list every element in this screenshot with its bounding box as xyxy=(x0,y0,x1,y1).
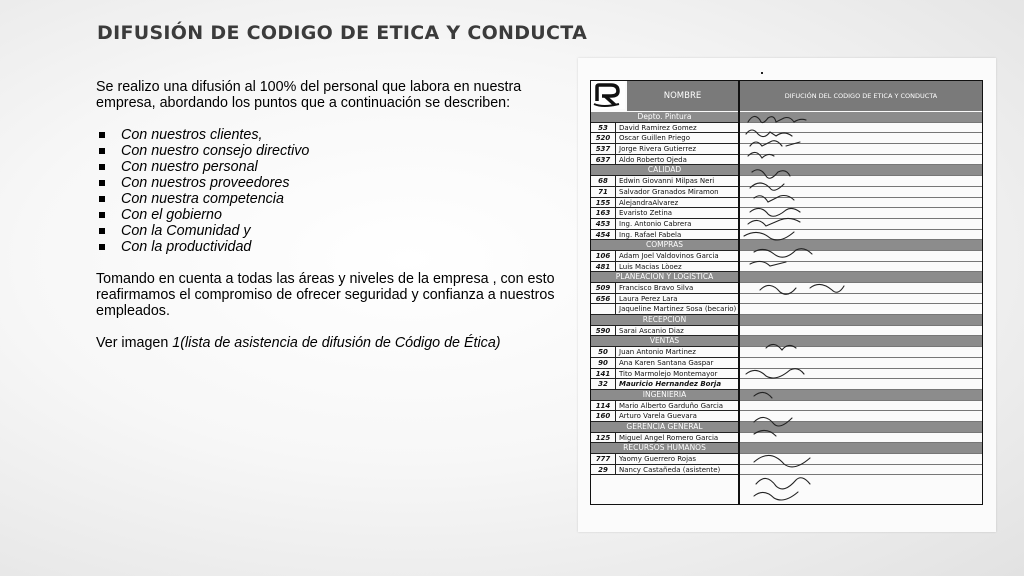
table-row xyxy=(591,326,738,337)
list-item: Con nuestra competencia xyxy=(96,191,566,207)
square-bullet-icon xyxy=(99,228,105,234)
square-bullet-icon xyxy=(99,164,105,170)
handwritten-signature xyxy=(750,141,800,146)
employee-name: Sarai Ascanio Diaz xyxy=(619,326,684,335)
employee-number: 50 xyxy=(591,347,616,357)
section-header: RECEPCION xyxy=(591,315,738,326)
employee-name: Ana Karen Santana Gaspar xyxy=(619,358,714,367)
intro-paragraph: Se realizo una difusión al 100% del personal que labora en nuestra empresa, abordando los puntos que a continuación se describen: xyxy=(96,79,522,111)
employee-number: 590 xyxy=(591,326,616,336)
section-header: INGENIERIA xyxy=(591,390,738,401)
employee-number: 777 xyxy=(591,454,616,464)
handwritten-signature xyxy=(752,170,790,179)
employee-name: Adam Joel Valdovinos Garcia xyxy=(619,251,719,260)
handwritten-signature xyxy=(748,116,806,122)
employee-number: 32 xyxy=(591,379,616,389)
list-item: Con la productividad xyxy=(96,239,566,255)
list-item: Con nuestro consejo directivo xyxy=(96,143,566,159)
handwritten-signature xyxy=(750,208,800,216)
employee-name: Evaristo Zetina xyxy=(619,209,673,218)
table-row xyxy=(591,347,738,358)
table-row xyxy=(591,283,738,294)
table-row xyxy=(591,144,738,155)
table-row xyxy=(591,358,738,369)
employee-name: Francisco Bravo Silva xyxy=(619,284,694,292)
employee-name: Mario Alberto Garduño Garcia xyxy=(619,401,724,410)
employee-number: 537 xyxy=(591,144,616,154)
table-row xyxy=(591,465,738,476)
table-row xyxy=(591,155,738,166)
employee-number: 509 xyxy=(591,283,616,293)
employee-name: Ing. Antonio Cabrera xyxy=(619,219,692,228)
employee-number: 68 xyxy=(591,176,616,186)
handwritten-signature xyxy=(754,392,772,398)
closing-paragraph: Tomando en cuenta a todas las áreas y niveles de la empresa , con esto reafirmamos el compromiso de ofrecer seguridad y confianza a nuestros empleados. xyxy=(96,271,555,319)
table-row xyxy=(591,230,738,241)
list-item: Con el gobierno xyxy=(96,207,566,223)
employee-name: Luis Macias Lòoez xyxy=(619,262,682,271)
handwritten-signature xyxy=(746,369,804,378)
employee-name: Ing. Rafael Fabela xyxy=(619,230,682,239)
handwritten-signature xyxy=(756,478,810,489)
employee-name: AlejandraAlvarez xyxy=(619,198,679,207)
table-row xyxy=(591,433,738,444)
employee-name: Jaqueline Martinez Sosa (becario) xyxy=(619,305,737,314)
table-row xyxy=(591,369,738,380)
table-row xyxy=(591,454,738,465)
table-row xyxy=(591,123,738,134)
signature-column-header: DIFUCIÓN DEL CODIGO DE ETICA Y CONDUCTA xyxy=(740,81,982,111)
handwritten-signature xyxy=(754,417,792,426)
square-bullet-icon xyxy=(99,244,105,250)
square-bullet-icon xyxy=(99,148,105,154)
company-logo-icon xyxy=(591,81,625,109)
square-bullet-icon xyxy=(99,212,105,218)
list-item: Con la Comunidad y xyxy=(96,223,566,239)
employee-name: Edwin Giovanni Milpas Neri xyxy=(619,177,715,186)
employee-number: 29 xyxy=(591,465,616,475)
body-text xyxy=(96,79,566,351)
section-header: RECURSOS HUMANOS xyxy=(591,443,738,454)
employee-number: 637 xyxy=(591,155,616,165)
employee-number: 106 xyxy=(591,251,616,261)
handwritten-signature xyxy=(760,284,844,294)
employee-name: Arturo Varela Guevara xyxy=(619,412,697,421)
handwritten-signature xyxy=(746,130,792,137)
page-title: DIFUSIÓN DE CODIGO DE ETICA Y CONDUCTA xyxy=(97,22,588,44)
employee-number: 160 xyxy=(591,411,616,421)
name-column-header: NOMBRE xyxy=(627,81,738,111)
employee-number: 114 xyxy=(591,401,616,411)
name-rows xyxy=(591,112,738,475)
employee-number: 125 xyxy=(591,433,616,443)
list-item: Con nuestros clientes, xyxy=(96,127,566,143)
employee-name: Aldo Roberto Ojeda xyxy=(619,155,687,164)
employee-number xyxy=(591,304,616,314)
attendance-list-scan xyxy=(578,58,996,532)
handwritten-signature xyxy=(754,249,812,258)
employee-number: 163 xyxy=(591,208,616,218)
table-row xyxy=(591,187,738,198)
employee-name: Nancy Castañeda (asistente) xyxy=(619,465,721,474)
table-row xyxy=(591,304,738,315)
employee-number: 656 xyxy=(591,294,616,304)
image-reference: Ver imagen 1(lista de asistencia de difusión de Código de Ética) xyxy=(96,335,501,351)
employee-name: Salvador Granados Miramon xyxy=(619,187,719,196)
employee-number: 481 xyxy=(591,262,616,272)
employee-name: Mauricio Hernandez Borja xyxy=(619,380,722,389)
employee-number: 453 xyxy=(591,219,616,229)
table-row xyxy=(591,176,738,187)
signatures-drawing xyxy=(740,112,982,504)
employee-name: David Ramirez Gomez xyxy=(619,123,697,132)
employee-name: Jorge Rivera Gutierrez xyxy=(619,145,697,154)
handwritten-signature xyxy=(748,218,800,226)
section-header: GERENCIA GENERAL xyxy=(591,422,738,433)
scan-speck xyxy=(761,72,763,74)
handwritten-signature xyxy=(766,344,796,350)
employee-name: Yaomy Guerrero Rojas xyxy=(619,455,696,463)
handwritten-signature xyxy=(754,430,776,436)
employee-name: Miguel Angel Romero Garcia xyxy=(619,433,719,442)
table-row xyxy=(591,251,738,262)
table-row xyxy=(591,401,738,412)
table-row xyxy=(591,133,738,144)
employee-number: 141 xyxy=(591,369,616,379)
employee-number: 155 xyxy=(591,198,616,208)
attendance-sheet xyxy=(590,80,983,505)
handwritten-signature xyxy=(750,183,784,190)
square-bullet-icon xyxy=(99,132,105,138)
handwritten-signature xyxy=(750,261,786,266)
employee-name: Juan Antonio Martinez xyxy=(619,348,696,357)
employee-name: Oscar Guillen Priego xyxy=(619,134,691,143)
handwritten-signature xyxy=(754,492,798,500)
employee-number: 90 xyxy=(591,358,616,368)
handwritten-signature xyxy=(744,232,794,240)
square-bullet-icon xyxy=(99,196,105,202)
table-row xyxy=(591,198,738,209)
section-header: VENTAS xyxy=(591,336,738,347)
section-header: PLANEACION Y LOGISTICA xyxy=(591,272,738,283)
topic-list xyxy=(96,127,566,255)
handwritten-signature xyxy=(754,455,810,466)
list-item: Con nuestros proveedores xyxy=(96,175,566,191)
section-header: CALIDAD xyxy=(591,165,738,176)
employee-number: 71 xyxy=(591,187,616,197)
section-header: COMPRAS xyxy=(591,240,738,251)
employee-number: 454 xyxy=(591,230,616,240)
employee-number: 53 xyxy=(591,123,616,133)
square-bullet-icon xyxy=(99,180,105,186)
handwritten-signature xyxy=(754,196,794,203)
table-row xyxy=(591,411,738,422)
table-row xyxy=(591,262,738,273)
handwritten-signature xyxy=(748,152,774,158)
employee-name: Tito Marmolejo Montemayor xyxy=(619,369,718,378)
list-item: Con nuestro personal xyxy=(96,159,566,175)
employee-name: Laura Perez Lara xyxy=(619,294,678,303)
employee-number: 520 xyxy=(591,133,616,143)
table-row xyxy=(591,219,738,230)
table-row xyxy=(591,379,738,390)
table-row xyxy=(591,208,738,219)
table-row xyxy=(591,294,738,305)
section-header: Depto. Pintura xyxy=(591,112,738,123)
